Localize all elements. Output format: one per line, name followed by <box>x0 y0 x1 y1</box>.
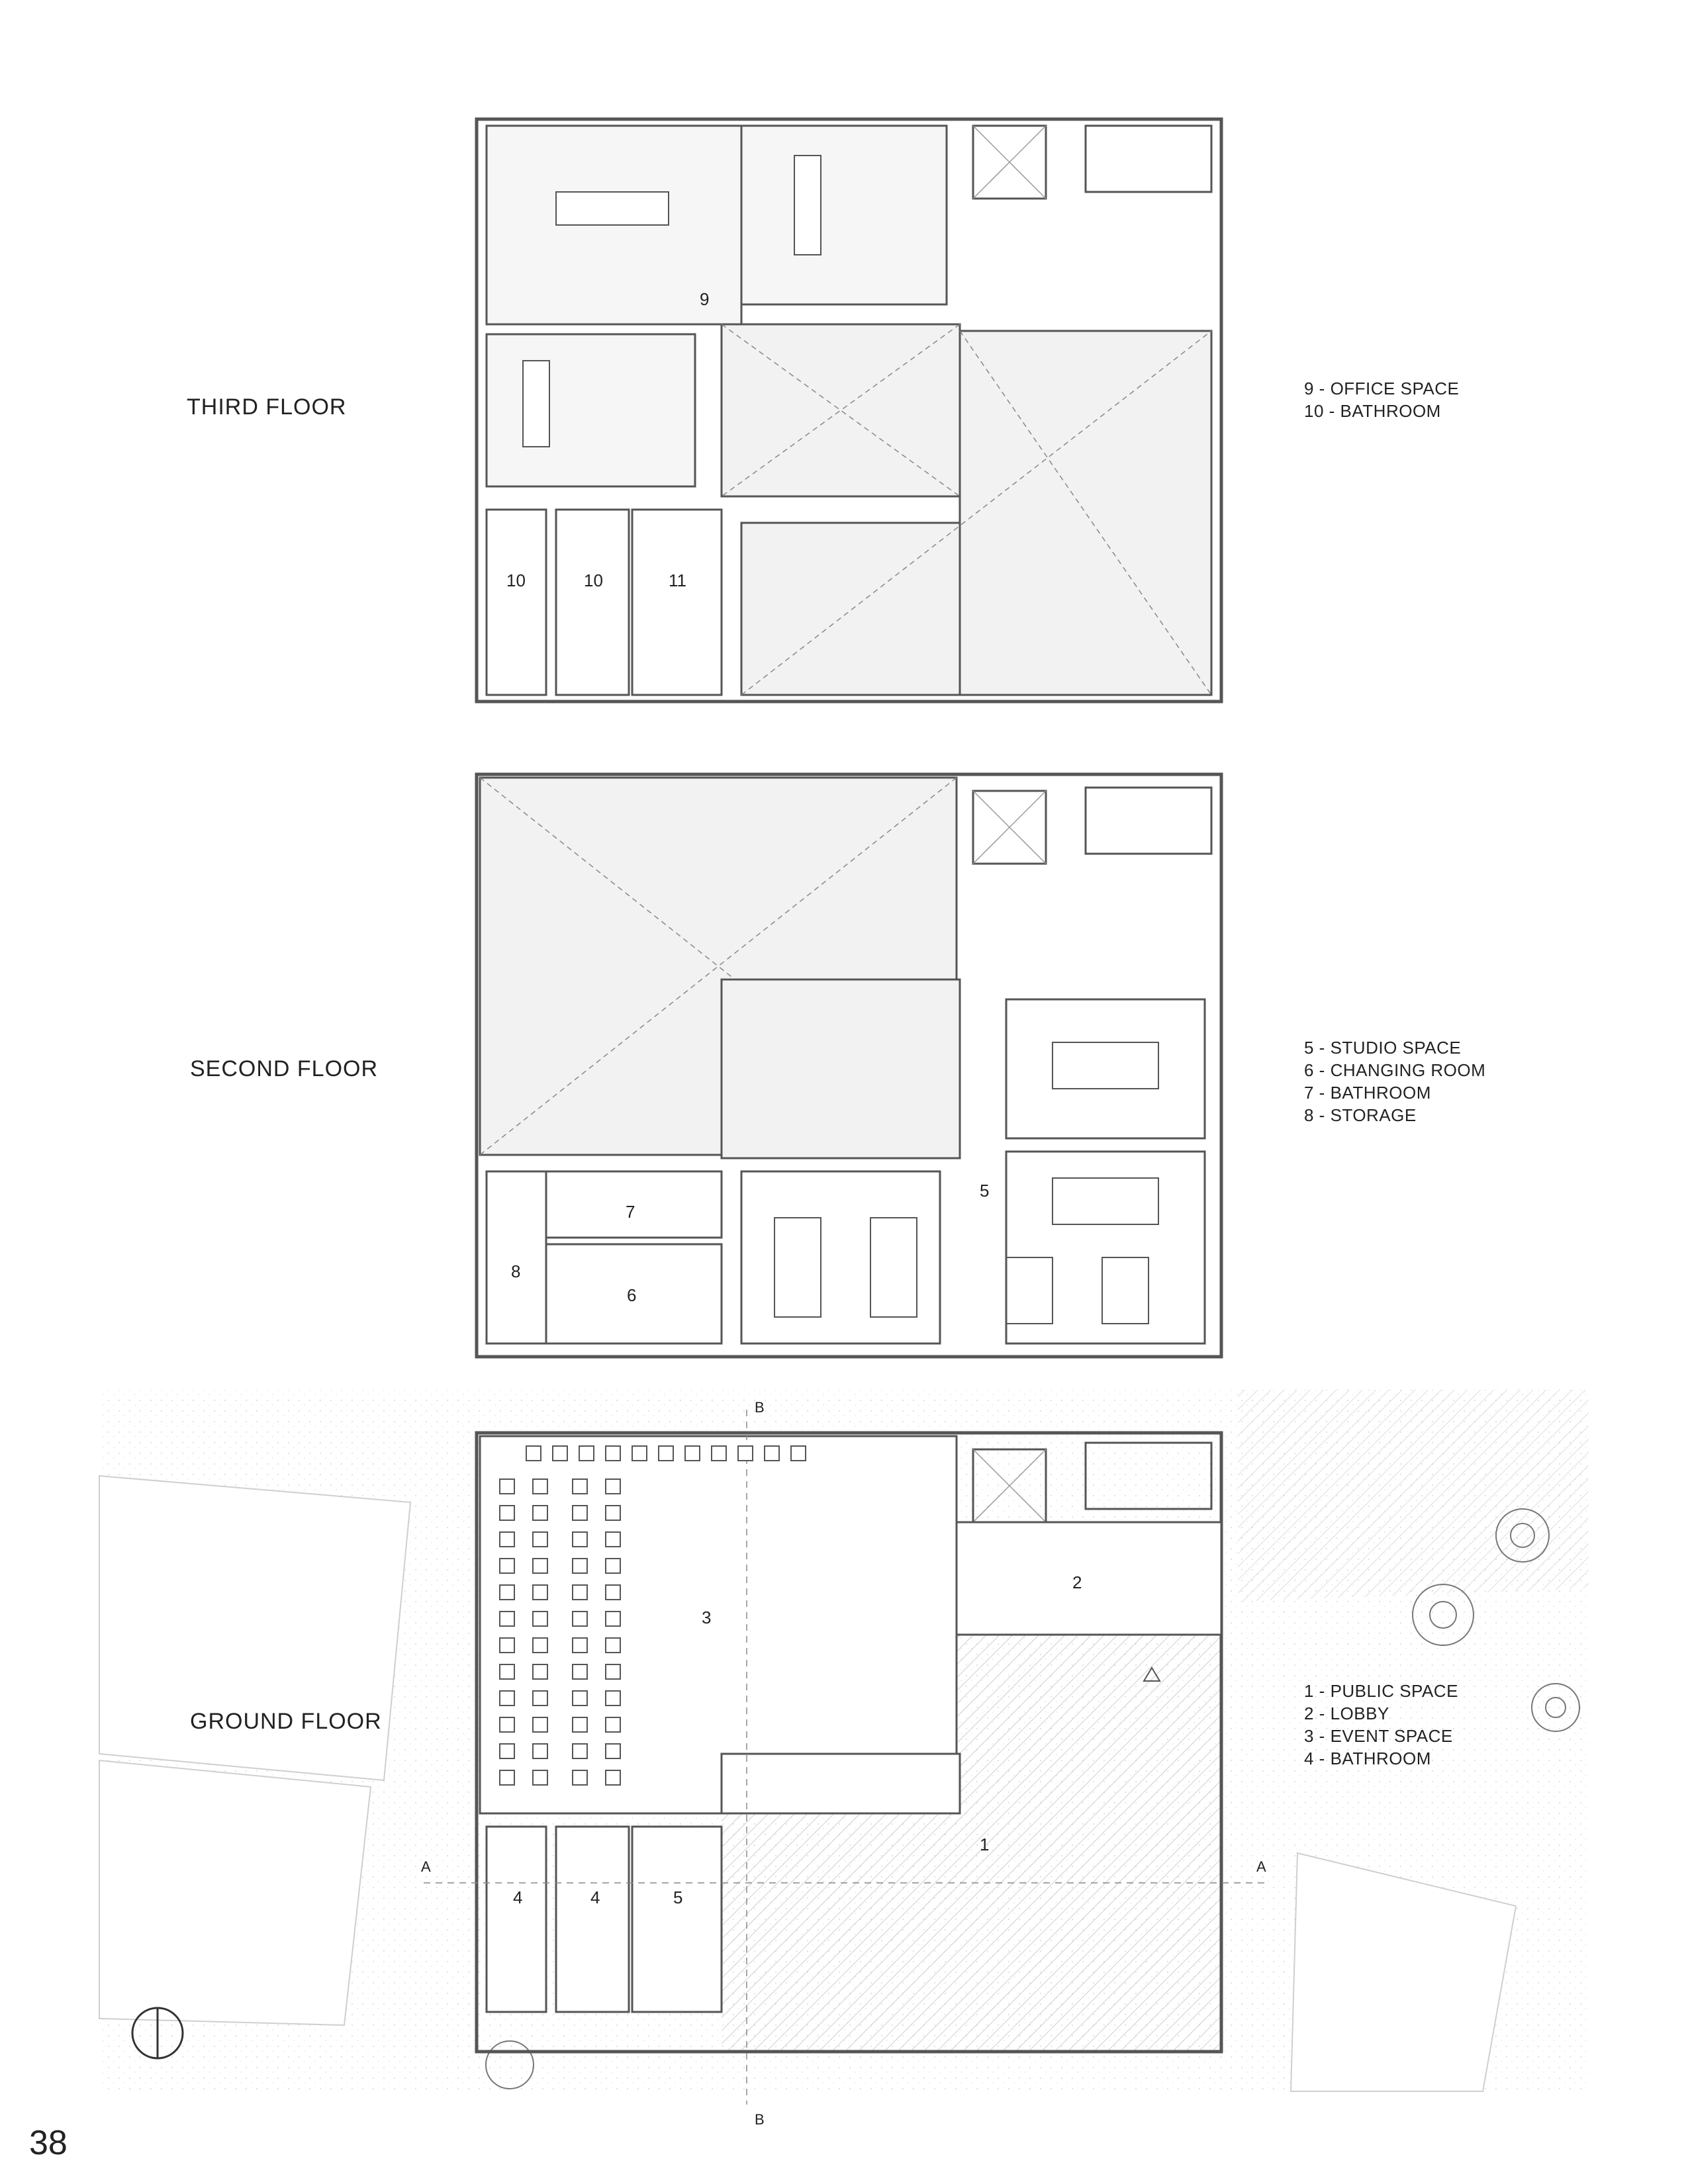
room-label: 10 <box>506 570 526 590</box>
room-label: 2 <box>1072 1572 1082 1592</box>
legend-item: 4 - BATHROOM <box>1304 1749 1431 1768</box>
room-label: 3 <box>702 1608 712 1627</box>
legend-item: 6 - CHANGING ROOM <box>1304 1060 1486 1080</box>
legend-item: 9 - OFFICE SPACE <box>1304 379 1460 398</box>
third-floor-plan <box>477 119 1221 702</box>
room-label: 1 <box>980 1835 990 1854</box>
room-label: 4 <box>513 1888 523 1907</box>
section-mark-b-bottom: B <box>755 2111 765 2128</box>
legend-item: 10 - BATHROOM <box>1304 401 1441 421</box>
legend-item: 7 - BATHROOM <box>1304 1083 1431 1103</box>
room-label: 9 <box>700 289 710 309</box>
section-mark-a-left: A <box>421 1858 431 1875</box>
room-label: 5 <box>980 1181 990 1201</box>
third-floor-title: THIRD FLOOR <box>187 394 347 420</box>
legend-item: 5 - STUDIO SPACE <box>1304 1038 1462 1058</box>
ground-floor-title: GROUND FLOOR <box>190 1709 382 1734</box>
legend-item: 3 - EVENT SPACE <box>1304 1726 1453 1746</box>
second-floor-legend <box>1304 1036 1485 1126</box>
room-label: 5 <box>673 1888 683 1907</box>
room-label: 7 <box>626 1202 635 1222</box>
room-label: 10 <box>584 570 603 590</box>
legend-item: 2 - LOBBY <box>1304 1704 1389 1723</box>
third-floor-legend <box>1304 377 1459 422</box>
legend-item: 1 - PUBLIC SPACE <box>1304 1681 1458 1701</box>
section-mark-a-right: A <box>1256 1858 1266 1875</box>
room-label: 6 <box>627 1285 637 1305</box>
second-floor-plan <box>477 774 1221 1357</box>
ground-floor-legend <box>1304 1680 1458 1770</box>
legend-item: 8 - STORAGE <box>1304 1105 1417 1125</box>
page-number: 38 <box>29 2124 68 2162</box>
second-floor-title: SECOND FLOOR <box>190 1056 379 1081</box>
room-label: 4 <box>590 1888 600 1907</box>
room-label: 11 <box>669 570 686 590</box>
section-mark-b-top: B <box>755 1399 765 1416</box>
room-label: 8 <box>511 1261 521 1281</box>
